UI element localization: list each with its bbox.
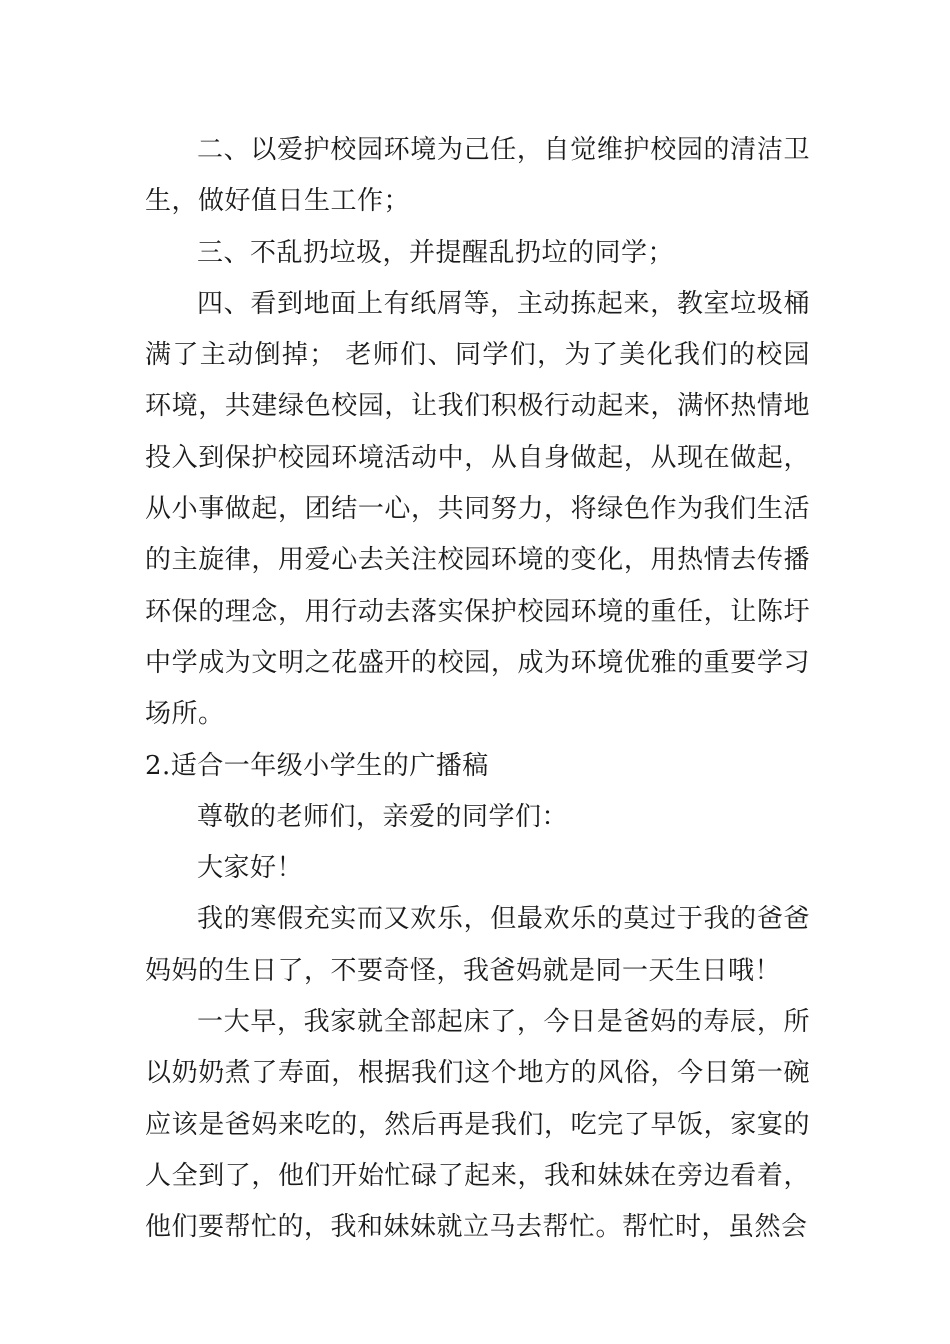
paragraph-item-2: 二、以爱护校园环境为己任，自觉维护校园的清洁卫生，做好值日生工作； — [145, 135, 810, 217]
document-body — [145, 125, 810, 1254]
body-paragraph: 我的寒假充实而又欢乐，但最欢乐的莫过于我的爸爸妈妈的生日了，不要奇怪，我爸妈就是同一天生日哦！ — [145, 904, 810, 986]
paragraph-item-3: 三、不乱扔垃圾，并提醒乱扔垃的同学； — [197, 237, 675, 268]
greeting: 大家好！ — [197, 853, 304, 884]
paragraph-item-4: 四、看到地面上有纸屑等，主动拣起来，教室垃圾桶满了主动倒掉； 老师们、同学们，为了美化我们的校园环境，共建绿色校园，让我们积极行动起来，满怀热情地投入到保护校园环境活动中，从自身做起，从现在做起，从小事做起，团结一心，共同努力，将绿色作为我们生活的主旋律，用爱心去关注校园环境的变化，用热情去传播环保的理念，用行动去落实保护校园环境的重任，让陈圩中学成为文明之花盛开的校园，成为环境优雅的重要学习场所。 — [145, 288, 810, 730]
body-paragraph: 一大早，我家就全部起床了，今日是爸妈的寿辰，所以奶奶煮了寿面，根据我们这个地方的风俗，今日第一碗应该是爸妈来吃的，然后再是我们，吃完了早饭，家宴的人全到了，他们开始忙碌了起来，我和妹妹在旁边看着，他们要帮忙的，我和妹妹就立马去帮忙。帮忙时，虽然会 — [145, 1007, 810, 1243]
salutation: 尊敬的老师们，亲爱的同学们： — [197, 801, 569, 832]
section-heading: 2.适合一年级小学生的广播稿 — [145, 750, 489, 781]
